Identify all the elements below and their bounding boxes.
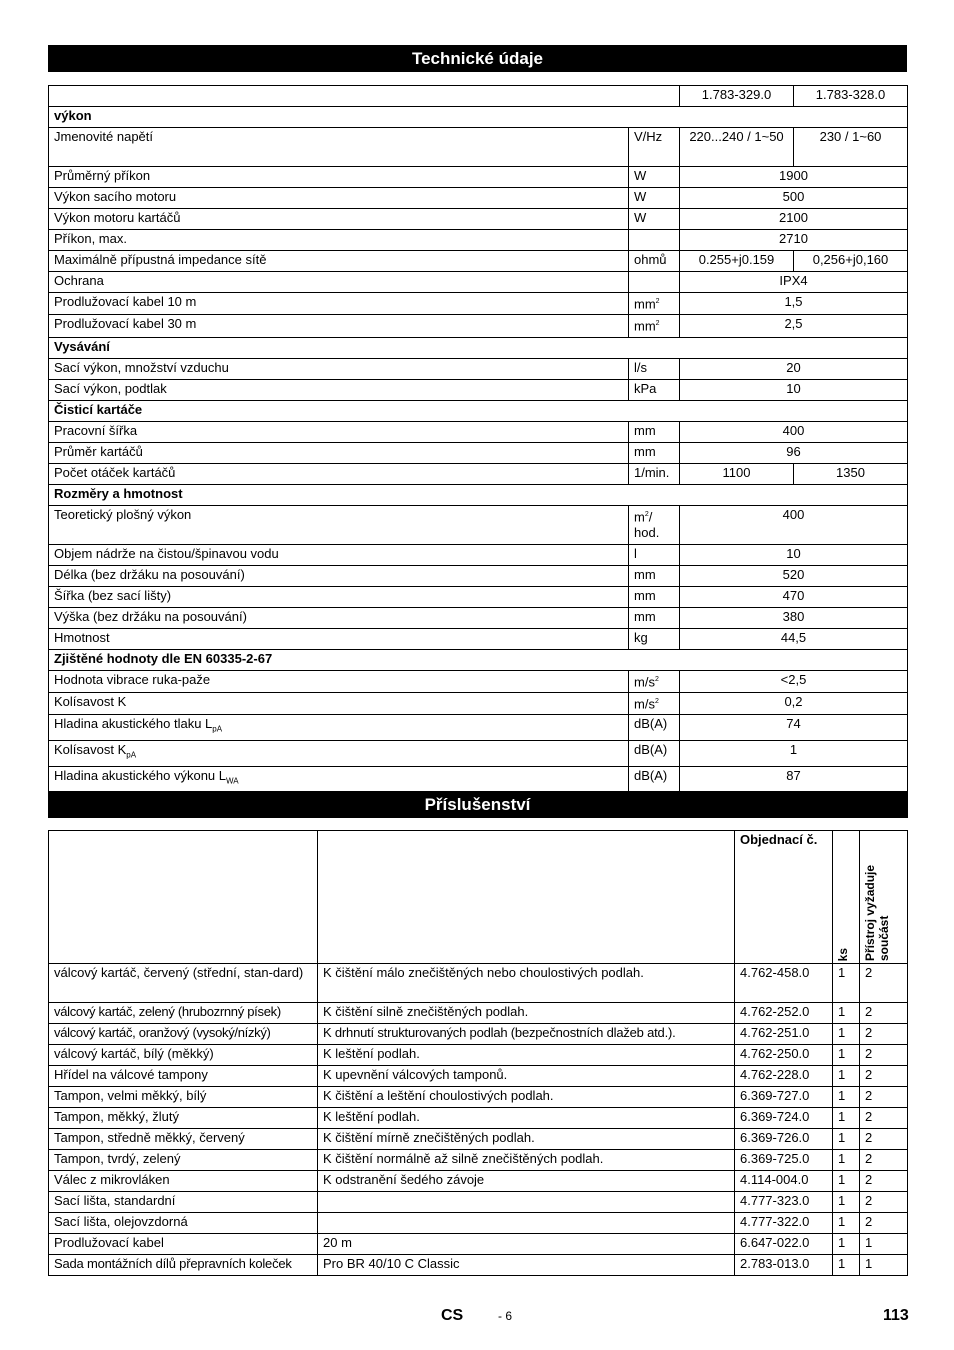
table-row: [49, 1045, 908, 1066]
accessory-description: K čištění silně znečištěných podlah.: [318, 1003, 735, 1024]
table-header-row: [49, 831, 908, 964]
section-title-technical-data: Technické údaje: [48, 45, 907, 72]
table-row: [49, 1108, 908, 1129]
table-row: Průměrný příkon W 1900: [49, 167, 908, 188]
required-part: 2: [860, 1024, 908, 1045]
quantity: 1: [833, 1087, 860, 1108]
accessory-name: Sada montážních dílů přepravních koleček: [49, 1255, 318, 1276]
quantity: 1: [833, 1066, 860, 1087]
table-row: Hladina akustického tlaku $L_{pA}$ dB(A) 74: [49, 715, 908, 741]
table-row: [49, 484, 908, 505]
accessory-description: K čištění mírně znečištěných podlah.: [318, 1129, 735, 1150]
order-number: 4.762-458.0: [735, 964, 833, 1003]
order-number: 6.369-726.0: [735, 1129, 833, 1150]
order-number: 6.369-727.0: [735, 1087, 833, 1108]
quantity: 1: [833, 1150, 860, 1171]
accessory-description: K čištění normálně až silně znečištěných podlah.: [318, 1150, 735, 1171]
order-number: 4.777-322.0: [735, 1213, 833, 1234]
quantity: 1: [833, 1129, 860, 1150]
required-part: 2: [860, 1129, 908, 1150]
accessory-name: Tampon, tvrdý, zelený: [49, 1150, 318, 1171]
quantity: 1: [833, 1108, 860, 1129]
table-row: [49, 1171, 908, 1192]
table-row: Prodlužovací kabel 30 m $mm^2$ 2,5: [49, 315, 908, 337]
table-row: [49, 1255, 908, 1276]
section-heading: Zjištěné hodnoty dle EN 60335-2-67: [49, 649, 908, 670]
accessory-name: válcový kartáč, bílý (měkký): [49, 1045, 318, 1066]
col-quantity: ks: [836, 947, 850, 961]
quantity: 1: [833, 1003, 860, 1024]
table-row: [49, 337, 908, 358]
accessory-name: válcový kartáč, zelený (hrubozrnný písek): [49, 1003, 318, 1024]
table-row: Prodlužovací kabel 10 m $mm^2$ 1,5: [49, 293, 908, 315]
accessory-name: Sací lišta, olejovzdorná: [49, 1213, 318, 1234]
order-number: 4.762-228.0: [735, 1066, 833, 1087]
table-row: [49, 400, 908, 421]
order-number: 4.777-323.0: [735, 1192, 833, 1213]
table-row: Maximálně přípustná impedance sítě ohmů 0.255+j0.159 0,256+j0,160: [49, 251, 908, 272]
accessory-name: Tampon, měkký, žlutý: [49, 1108, 318, 1129]
accessory-name: válcový kartáč, červený (střední, stan-dard): [49, 964, 318, 1003]
accessory-description: 20 m: [318, 1234, 735, 1255]
required-part: 2: [860, 1045, 908, 1066]
required-part: 2: [860, 1171, 908, 1192]
footer-page-local: - 6: [498, 1309, 513, 1323]
accessory-description: K odstranění šedého závoje: [318, 1171, 735, 1192]
accessory-description: K drhnutí strukturovaných podlah (bezpečnostních dlažeb atd.).: [318, 1024, 735, 1045]
order-number: 6.369-725.0: [735, 1150, 833, 1171]
order-number: 2.783-013.0: [735, 1255, 833, 1276]
table-row: Pracovní šířka mm 400: [49, 421, 908, 442]
quantity: 1: [833, 1024, 860, 1045]
order-number: 6.647-022.0: [735, 1234, 833, 1255]
table-row: [49, 107, 908, 128]
required-part: 2: [860, 964, 908, 1003]
accessory-description: K čištění málo znečištěných nebo choulostivých podlah.: [318, 964, 735, 1003]
footer-lang: CS: [441, 1307, 464, 1324]
quantity: 1: [833, 1192, 860, 1213]
required-part: 2: [860, 1150, 908, 1171]
accessory-description: [318, 1192, 735, 1213]
table-row: [49, 1192, 908, 1213]
accessory-name: Válec z mikrovláken: [49, 1171, 318, 1192]
section-heading: Rozměry a hmotnost: [49, 484, 908, 505]
table-row: [49, 86, 908, 107]
quantity: 1: [833, 1234, 860, 1255]
table-row: Teoretický plošný výkon $m^2/$ hod. 400: [49, 505, 908, 544]
quantity: 1: [833, 1255, 860, 1276]
table-row: Jmenovité napětí V/Hz 220...240 / 1~50 230 / 1~60: [49, 128, 908, 167]
table-row: [49, 1024, 908, 1045]
order-number: 6.369-724.0: [735, 1108, 833, 1129]
technical-data-table: [48, 85, 908, 818]
quantity: 1: [833, 1045, 860, 1066]
table-row: [49, 1234, 908, 1255]
accessory-name: Tampon, středně měkký, červený: [49, 1129, 318, 1150]
required-part: 1: [860, 1255, 908, 1276]
required-part: 1: [860, 1234, 908, 1255]
quantity: 1: [833, 1213, 860, 1234]
table-row: [49, 1150, 908, 1171]
required-part: 2: [860, 1108, 908, 1129]
required-part: 2: [860, 1087, 908, 1108]
required-part: 2: [860, 1192, 908, 1213]
table-row: [49, 1213, 908, 1234]
table-row: Hladina akustického výkonu $L_{WA}$ dB(A) 87: [49, 766, 908, 792]
table-row: Počet otáček kartáčů 1/min. 1100 1350: [49, 463, 908, 484]
table-row: Kolísavost $K_{pA}$ dB(A) 1: [49, 740, 908, 766]
table-row: Sací výkon, podtlak kPa 10: [49, 379, 908, 400]
order-number: 4.762-250.0: [735, 1045, 833, 1066]
col-order-number: Objednací č.: [735, 831, 833, 964]
table-row: [49, 964, 908, 1003]
table-row: Výkon sacího motoru W 500: [49, 188, 908, 209]
quantity: 1: [833, 964, 860, 1003]
section-heading: Vysávání: [49, 337, 908, 358]
table-row: Ochrana IPX4: [49, 272, 908, 293]
accessory-description: K leštění podlah.: [318, 1108, 735, 1129]
accessory-description: K čištění a leštění choulostivých podlah.: [318, 1087, 735, 1108]
model-2: 1.783-328.0: [794, 86, 908, 107]
required-part: 2: [860, 1066, 908, 1087]
table-row: Hmotnost kg 44,5: [49, 628, 908, 649]
quantity: 1: [833, 1171, 860, 1192]
table-row: Délka (bez držáku na posouvání) mm 520: [49, 565, 908, 586]
table-row: Výkon motoru kartáčů W 2100: [49, 209, 908, 230]
accessory-description: Pro BR 40/10 C Classic: [318, 1255, 735, 1276]
table-row: [49, 1003, 908, 1024]
table-row: [49, 1087, 908, 1108]
section-heading: Čisticí kartáče: [49, 400, 908, 421]
order-number: 4.762-252.0: [735, 1003, 833, 1024]
col-required-part: Přístroj vyžaduje součást: [863, 864, 891, 961]
table-row: Kolísavost K $m/s^2$ 0,2: [49, 692, 908, 714]
table-row: Výška (bez držáku na posouvání) mm 380: [49, 607, 908, 628]
table-row: Příkon, max. 2710: [49, 230, 908, 251]
required-part: 2: [860, 1213, 908, 1234]
footer-page-number: 113: [883, 1307, 909, 1324]
table-row: Sací výkon, množství vzduchu l/s 20: [49, 358, 908, 379]
accessories-table: [48, 830, 908, 1276]
accessory-description: K upevnění válcových tamponů.: [318, 1066, 735, 1087]
table-row: [49, 1129, 908, 1150]
accessory-name: válcový kartáč, oranžový (vysoký/nízký): [49, 1024, 318, 1045]
order-number: 4.762-251.0: [735, 1024, 833, 1045]
table-row: [49, 649, 908, 670]
accessory-name: Tampon, velmi měkký, bílý: [49, 1087, 318, 1108]
accessory-name: Prodlužovací kabel: [49, 1234, 318, 1255]
section-heading: výkon: [49, 107, 908, 128]
model-1: 1.783-329.0: [680, 86, 794, 107]
table-row: Průměr kartáčů mm 96: [49, 442, 908, 463]
table-row: Šířka (bez sací lišty) mm 470: [49, 586, 908, 607]
table-row: [49, 1066, 908, 1087]
accessory-name: Sací lišta, standardní: [49, 1192, 318, 1213]
required-part: 2: [860, 1003, 908, 1024]
section-title-accessories: Příslušenství: [48, 791, 907, 818]
accessory-description: K leštění podlah.: [318, 1045, 735, 1066]
table-row: Objem nádrže na čistou/špinavou vodu l 10: [49, 544, 908, 565]
order-number: 4.114-004.0: [735, 1171, 833, 1192]
accessory-name: Hřídel na válcové tampony: [49, 1066, 318, 1087]
accessory-description: [318, 1213, 735, 1234]
table-row: Hodnota vibrace ruka-paže $m/s^2$ <2,5: [49, 670, 908, 692]
